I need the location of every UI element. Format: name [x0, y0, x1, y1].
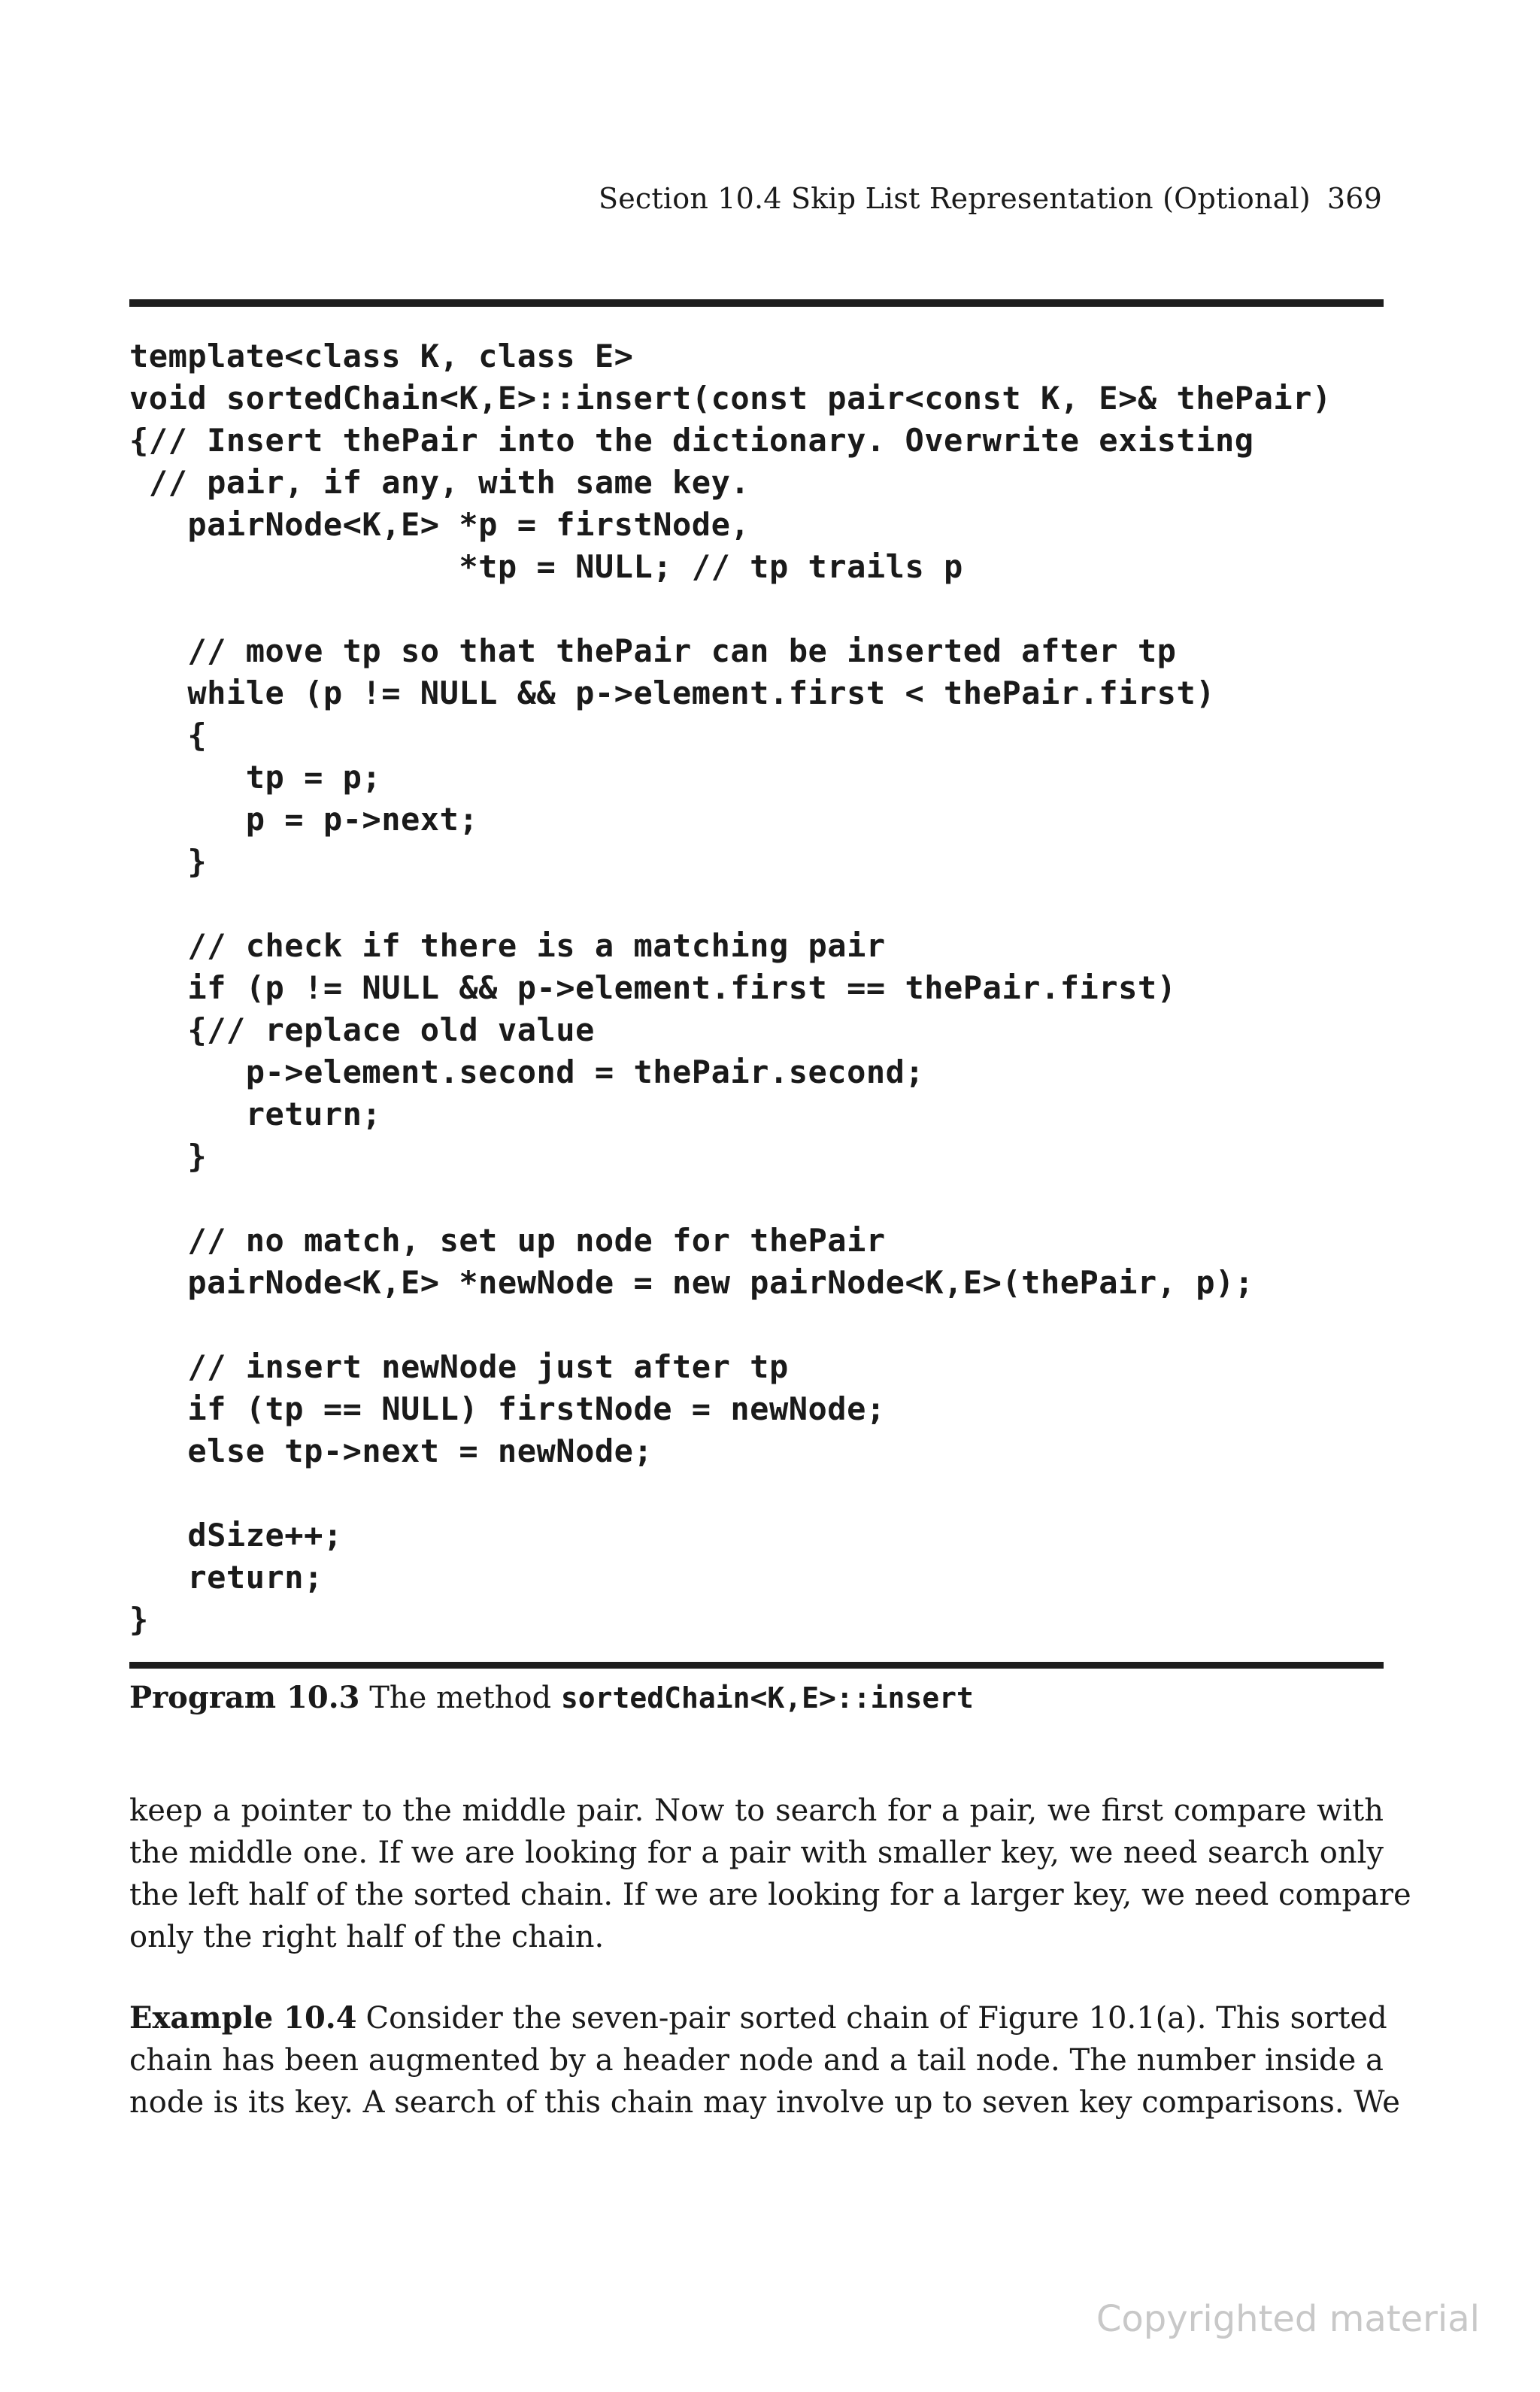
section-title: Section 10.4 Skip List Representation (Optional) — [599, 182, 1311, 215]
code-line: p->element.second = thePair.second; — [129, 1054, 925, 1090]
paragraph-line: the left half of the sorted chain. If we are looking for a larger key, we need compare — [129, 1878, 1411, 1912]
code-line: if (p != NULL && p->element.first == thePair.first) — [129, 969, 1177, 1006]
page-number: 369 — [1326, 182, 1382, 215]
paragraph-line: node is its key. A search of this chain may involve up to seven key comparisons. We — [129, 2085, 1400, 2120]
code-line: { — [129, 717, 208, 753]
paragraph-line: keep a pointer to the middle pair. Now to search for a pair, we first compare with — [129, 1793, 1384, 1828]
code-line: p = p->next; — [129, 801, 479, 838]
code-line: // check if there is a matching pair — [129, 927, 886, 964]
caption-label: Program 10.3 — [129, 1680, 360, 1715]
code-line: pairNode<K,E> *newNode = new pairNode<K,E>(thePair, p); — [129, 1264, 1254, 1301]
code-line: dSize++; — [129, 1517, 343, 1554]
code-line: // move tp so that thePair can be inserted after tp — [129, 632, 1177, 669]
copyright-watermark: Copyrighted material — [1096, 2298, 1480, 2340]
code-line: while (p != NULL && p->element.first < thePair.first) — [129, 675, 1216, 711]
code-line: return; — [129, 1559, 323, 1596]
code-line: // pair, if any, with same key. — [129, 464, 750, 501]
code-line: else tp->next = newNode; — [129, 1432, 653, 1469]
paragraph-line — [129, 1997, 1387, 2039]
program-bottom-rule — [129, 1662, 1384, 1669]
code-line: template<class K, class E> — [129, 338, 634, 374]
code-line: } — [129, 1601, 149, 1638]
paragraph-line: the middle one. If we are looking for a pair with smaller key, we need search only — [129, 1836, 1384, 1870]
code-line: tp = p; — [129, 759, 382, 796]
running-head — [599, 182, 1382, 215]
code-listing — [129, 335, 1332, 1641]
paragraph-line: only the right half of the chain. — [129, 1920, 605, 1954]
paragraph-line: chain has been augmented by a header node and a tail node. The number inside a — [129, 2043, 1384, 2078]
caption-code: sortedChain<K,E>::insert — [560, 1681, 974, 1714]
code-line: void sortedChain<K,E>::insert(const pair<const K, E>& thePair) — [129, 380, 1332, 417]
code-line: } — [129, 1138, 208, 1175]
code-line: // no match, set up node for thePair — [129, 1222, 886, 1259]
code-line: {// replace old value — [129, 1011, 595, 1048]
example-paragraph — [129, 1997, 1400, 2124]
example-text: Consider the seven-pair sorted chain of Figure 10.1(a). This sorted — [365, 2001, 1387, 2036]
code-line: *tp = NULL; // tp trails p — [129, 548, 963, 585]
code-line: // insert newNode just after tp — [129, 1348, 789, 1385]
program-caption — [129, 1680, 974, 1715]
body-paragraph — [129, 1790, 1411, 1958]
code-line: return; — [129, 1096, 382, 1132]
code-line: if (tp == NULL) firstNode = newNode; — [129, 1390, 886, 1427]
example-label: Example 10.4 — [129, 2000, 357, 2036]
code-line: } — [129, 843, 208, 880]
program-top-rule — [129, 299, 1384, 307]
caption-text: The method — [369, 1681, 552, 1715]
code-line: {// Insert thePair into the dictionary. Overwrite existing — [129, 422, 1254, 459]
code-line: pairNode<K,E> *p = firstNode, — [129, 506, 750, 543]
